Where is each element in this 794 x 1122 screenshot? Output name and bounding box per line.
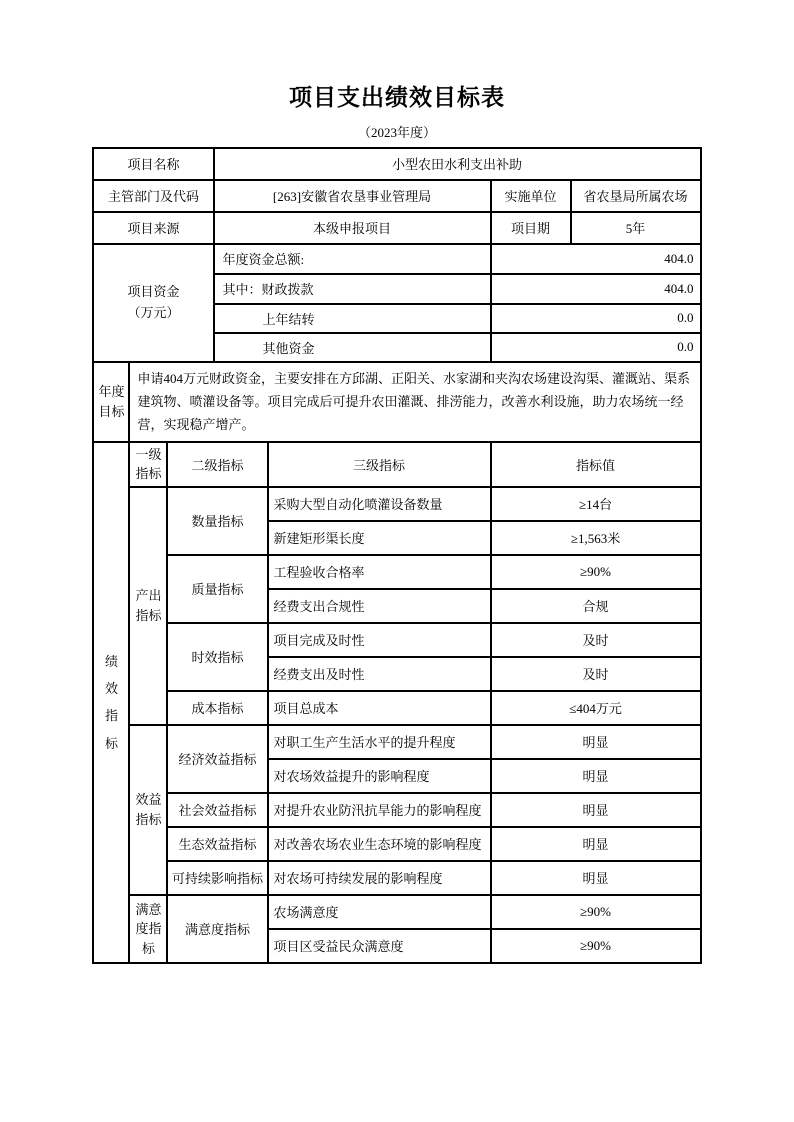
- table-row: [93, 148, 700, 180]
- header-l3: 三级指标: [268, 442, 491, 487]
- funding-row-label: 上年结转: [214, 304, 491, 333]
- indicator-value-cell: ≥90%: [491, 929, 701, 963]
- funding-label-line1: 项目资金: [127, 283, 180, 299]
- indicator-value-cell: ≥1,563米: [491, 521, 701, 555]
- project-name-value: 小型农田水利支出补助: [214, 148, 701, 180]
- source-label: 项目来源: [93, 212, 213, 244]
- l3-cell: 对提升农业防汛抗旱能力的影响程度: [268, 793, 491, 827]
- l2-cell: 时效指标: [167, 623, 267, 691]
- l2-cell: 可持续影响指标: [167, 861, 267, 895]
- indicator-value-cell: 明显: [491, 725, 701, 759]
- l2-cell: 数量指标: [167, 487, 267, 555]
- impl-unit-value: 省农垦局所属农场: [571, 180, 701, 212]
- l3-cell: 经费支出及时性: [268, 657, 491, 691]
- indicator-row: [93, 861, 700, 895]
- l3-cell: 采购大型自动化喷灌设备数量: [268, 487, 491, 521]
- period-label: 项目期: [491, 212, 571, 244]
- header-l2: 二级指标: [167, 442, 267, 487]
- performance-target-table: [92, 147, 701, 964]
- indicator-row: [93, 793, 700, 827]
- l3-cell: 项目总成本: [268, 691, 491, 725]
- annual-goal-label: 年度目标: [93, 362, 129, 442]
- indicator-value-cell: 及时: [491, 657, 701, 691]
- l3-cell: 农场满意度: [268, 895, 491, 929]
- indicator-row: [93, 555, 700, 589]
- funding-row-label: 年度资金总额:: [214, 244, 491, 274]
- funding-row-label: 其他资金: [214, 333, 491, 362]
- l3-cell: 对职工生产生活水平的提升程度: [268, 725, 491, 759]
- l3-cell: 新建矩形渠长度: [268, 521, 491, 555]
- l2-cell: 成本指标: [167, 691, 267, 725]
- funding-row-value: 404.0: [491, 274, 701, 304]
- indicator-header-row: [93, 442, 700, 487]
- performance-indicator-side-label: 绩效指标: [93, 442, 129, 963]
- indicator-value-cell: ≤404万元: [491, 691, 701, 725]
- page-title: 项目支出绩效目标表: [289, 85, 505, 110]
- l3-cell: 对改善农场农业生态环境的影响程度: [268, 827, 491, 861]
- page-subtitle: （2023年度）: [357, 124, 436, 140]
- indicator-value-cell: 明显: [491, 827, 701, 861]
- l2-cell: 质量指标: [167, 555, 267, 623]
- table-row: [93, 244, 700, 274]
- l2-cell: 满意度指标: [167, 895, 267, 963]
- header-value: 指标值: [491, 442, 701, 487]
- l2-cell: 社会效益指标: [167, 793, 267, 827]
- funding-row-value: 404.0: [491, 244, 701, 274]
- l3-cell: 项目区受益民众满意度: [268, 929, 491, 963]
- indicator-row: [93, 691, 700, 725]
- indicator-row: [93, 487, 700, 521]
- funding-row-value: 0.0: [491, 304, 701, 333]
- impl-unit-label: 实施单位: [491, 180, 571, 212]
- l1-cell: 满意度指标: [129, 895, 167, 963]
- source-value: 本级申报项目: [214, 212, 491, 244]
- dept-value: [263]安徽省农垦事业管理局: [214, 180, 491, 212]
- l3-cell: 对农场可持续发展的影响程度: [268, 861, 491, 895]
- table-row: [93, 180, 700, 212]
- l1-cell: 效益指标: [129, 725, 167, 895]
- project-name-label: 项目名称: [93, 148, 213, 180]
- l1-cell: 产出指标: [129, 487, 167, 725]
- funding-label-line2: （万元）: [127, 304, 180, 320]
- indicator-value-cell: ≥14台: [491, 487, 701, 521]
- indicator-value-cell: 及时: [491, 623, 701, 657]
- table-row: [93, 362, 700, 442]
- indicator-row: [93, 623, 700, 657]
- indicator-value-cell: ≥90%: [491, 895, 701, 929]
- l2-cell: 经济效益指标: [167, 725, 267, 793]
- indicator-row: [93, 827, 700, 861]
- table-row: [93, 212, 700, 244]
- funding-row-value: 0.0: [491, 333, 701, 362]
- l2-cell: 生态效益指标: [167, 827, 267, 861]
- l3-cell: 工程验收合格率: [268, 555, 491, 589]
- l3-cell: 经费支出合规性: [268, 589, 491, 623]
- l3-cell: 对农场效益提升的影响程度: [268, 759, 491, 793]
- indicator-value-cell: 合规: [491, 589, 701, 623]
- indicator-row: [93, 895, 700, 929]
- funding-section-label: [93, 244, 213, 362]
- l3-cell: 项目完成及时性: [268, 623, 491, 657]
- header-l1: 一级指标: [129, 442, 167, 487]
- funding-row-label: 其中：财政拨款: [214, 274, 491, 304]
- indicator-value-cell: 明显: [491, 759, 701, 793]
- dept-label: 主管部门及代码: [93, 180, 213, 212]
- indicator-row: [93, 725, 700, 759]
- period-value: 5年: [571, 212, 701, 244]
- indicator-value-cell: 明显: [491, 793, 701, 827]
- indicator-value-cell: 明显: [491, 861, 701, 895]
- indicator-value-cell: ≥90%: [491, 555, 701, 589]
- annual-goal-text: 申请404万元财政资金，主要安排在方邱湖、正阳关、水家湖和夹沟农场建设沟渠、灌溉站、渠系建筑物、喷灌设备等。项目完成后可提升农田灌溉、排涝能力，改善水利设施，助力农场统一经营，实现稳产增产。: [129, 362, 700, 442]
